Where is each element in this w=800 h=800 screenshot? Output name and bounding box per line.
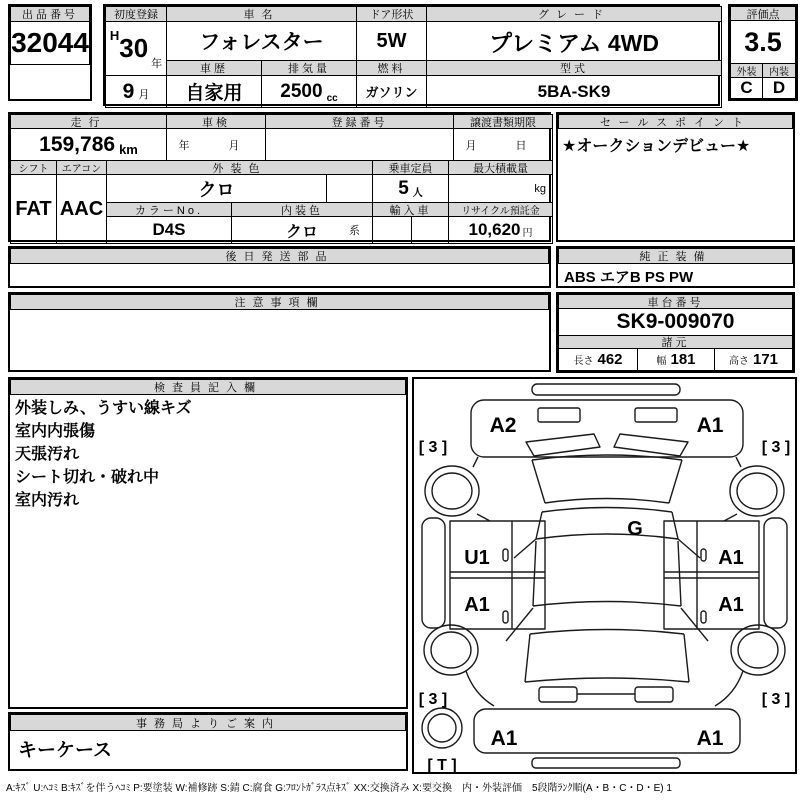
auction-number-value: 32044 bbox=[10, 21, 90, 65]
inspector-notes-list bbox=[15, 397, 192, 512]
c-pillar-right bbox=[681, 608, 708, 641]
spec-height-label: 高さ bbox=[728, 356, 749, 367]
diagram-label-rear-door-left: A1 bbox=[464, 594, 490, 616]
fuel-label: 燃料 bbox=[356, 60, 427, 76]
transfer-deadline-value: 月 日 bbox=[453, 128, 553, 161]
diagram-label-rear-bumper-left: A1 bbox=[490, 727, 518, 750]
door-handle-front-left bbox=[503, 549, 508, 561]
interior-grade-label: 内装 bbox=[762, 63, 796, 78]
oem-equipment-value: ABS エアB PS PW bbox=[564, 269, 694, 286]
later-parts-box bbox=[8, 246, 551, 288]
tail-light-right bbox=[635, 687, 673, 702]
month-unit: 月 bbox=[138, 89, 150, 101]
vehicle-spec-table bbox=[103, 4, 720, 106]
displacement-number: 2500 bbox=[280, 80, 323, 102]
chassis-number-value: SK9-009070 bbox=[558, 308, 793, 336]
diagram-label-front-bumper-right: A1 bbox=[696, 414, 724, 437]
office-notice-label: 事務局よりご案内 bbox=[10, 714, 406, 731]
recycle-deposit-label: リサイクル預託金 bbox=[448, 202, 553, 217]
cowl-arc-1 bbox=[545, 499, 669, 504]
grade-label: グレード bbox=[426, 6, 722, 22]
hatch-bottom bbox=[525, 678, 689, 682]
chassis-number-label: 車台番号 bbox=[558, 294, 793, 309]
year-value: 30 bbox=[119, 33, 149, 63]
transfer-deadline-label: 譲渡書類期限 bbox=[453, 114, 553, 129]
door-shape-value: 5W bbox=[356, 21, 427, 61]
diagram-label-front-fender-left: [ 3 ] bbox=[418, 439, 448, 456]
inspector-note-line: 外装しみ、うすい線キズ bbox=[15, 400, 192, 417]
headlight-right bbox=[614, 434, 688, 456]
rear-quarter-left bbox=[466, 671, 494, 706]
diagram-label-rear-bumper-right: A1 bbox=[696, 727, 724, 750]
exterior-color-label: 外装色 bbox=[106, 160, 373, 175]
side-sill-left bbox=[422, 518, 445, 628]
max-load-unit: kg bbox=[534, 182, 546, 195]
office-notice-box bbox=[8, 712, 408, 771]
month-value: 9 bbox=[122, 79, 135, 103]
interior-grade-value: D bbox=[762, 77, 796, 99]
spec-height-value: 171 bbox=[752, 351, 779, 368]
chassis-box bbox=[556, 292, 795, 373]
car-history-label: 車歴 bbox=[166, 60, 262, 76]
roof-side-left bbox=[533, 541, 536, 606]
shift-value: FAT bbox=[10, 174, 57, 244]
registration-number-label: 登録番号 bbox=[265, 114, 454, 129]
front-left-wheel-inner bbox=[432, 473, 472, 509]
score-value: 3.5 bbox=[730, 20, 796, 64]
specs-label: 諸元 bbox=[558, 335, 793, 349]
fender-join-lines bbox=[473, 457, 741, 521]
later-parts-label: 後日発送部品 bbox=[10, 248, 549, 264]
rear-trim-strip bbox=[532, 758, 680, 768]
diagram-label-front-door-left: U1 bbox=[464, 547, 490, 569]
capacity-unit: 人 bbox=[412, 188, 423, 199]
door-divider-right bbox=[664, 572, 759, 578]
first-registration-label: 初度登録 bbox=[105, 6, 167, 22]
front-grille-right bbox=[635, 408, 677, 422]
score-label: 評価点 bbox=[730, 6, 796, 21]
displacement-label: 排気量 bbox=[261, 60, 357, 76]
capacity-number: 5 bbox=[398, 177, 409, 199]
auction-number-box bbox=[8, 4, 92, 101]
aircon-label: エアコン bbox=[56, 160, 107, 175]
capacity-value bbox=[372, 174, 449, 203]
color-no-label: カラーNo. bbox=[106, 202, 232, 217]
interior-color-name: クロ bbox=[285, 223, 318, 241]
car-name-value: フォレスター bbox=[166, 21, 357, 61]
door-divider-left bbox=[450, 572, 545, 578]
model-code-label: 型式 bbox=[426, 60, 722, 76]
diagram-label-rear-fender-left: [ 3 ] bbox=[418, 691, 448, 708]
front-right-wheel-inner bbox=[737, 473, 777, 509]
door-handle-rear-right bbox=[701, 611, 706, 623]
era-code: H bbox=[109, 28, 120, 43]
office-notice-value: キーケース bbox=[18, 740, 113, 761]
imported-value-extra-cell bbox=[411, 216, 449, 244]
car-top-view-diagram bbox=[414, 379, 795, 772]
sales-point-value: ★オークションデビュー★ bbox=[562, 138, 751, 155]
shift-label: シフト bbox=[10, 160, 57, 175]
diagram-label-spare-tire: [ T ] bbox=[427, 757, 457, 772]
displacement-unit: cc bbox=[326, 93, 338, 104]
diagram-label-windshield: G bbox=[627, 518, 643, 540]
recycle-deposit-value bbox=[448, 216, 553, 244]
imported-value bbox=[372, 216, 412, 244]
c-pillar-left bbox=[506, 608, 533, 641]
inspector-notes-box bbox=[8, 377, 408, 709]
rear-window-bottom bbox=[530, 630, 684, 635]
rear-left-wheel-inner bbox=[431, 632, 471, 668]
inspector-notes-label: 検査員記入欄 bbox=[10, 379, 406, 395]
capacity-label: 乗車定員 bbox=[372, 160, 449, 175]
mileage-unit: km bbox=[119, 142, 138, 157]
diagram-label-front-door-right: A1 bbox=[718, 547, 744, 569]
registration-number-value bbox=[265, 128, 454, 161]
exterior-grade-value: C bbox=[730, 77, 763, 99]
rear-window-top bbox=[533, 602, 681, 607]
spec-width bbox=[637, 348, 715, 371]
interior-color-suffix: 系 bbox=[349, 225, 360, 237]
spec-width-value: 181 bbox=[670, 351, 696, 368]
hood-sides bbox=[532, 460, 682, 503]
inspector-note-line: 天張汚れ bbox=[15, 446, 80, 463]
max-load-value bbox=[448, 174, 553, 203]
grade-value: プレミアム 4WD bbox=[426, 21, 722, 61]
aircon-value: AAC bbox=[56, 174, 107, 244]
first-registration-month bbox=[105, 75, 167, 108]
door-shape-label: ドア形状 bbox=[356, 6, 427, 22]
displacement-value bbox=[261, 75, 357, 108]
roof-side-right bbox=[678, 541, 681, 606]
diagram-label-rear-door-right: A1 bbox=[718, 594, 744, 616]
fuel-value: ガソリン bbox=[356, 75, 427, 108]
color-no-value: D4S bbox=[106, 216, 232, 244]
headlight-left bbox=[526, 434, 600, 456]
auction-number-label: 出品番号 bbox=[10, 6, 90, 22]
legend-line: A:ｷｽﾞ U:ﾍｺﾐ B:ｷｽﾞを伴うﾍｺﾐ P:要塗装 W:補修跡 S:錆 C:腐食 G:ﾌﾛﾝﾄｶﾞﾗｽ点ｷｽﾞ XX:交換済み X:要交換 内・外装評価 5段階ﾗﾝｸ順(A・B・C・D・E) 1 bbox=[6, 783, 672, 794]
a-pillar-left bbox=[514, 539, 536, 558]
damage-diagram-box bbox=[412, 377, 797, 774]
car-history-value: 自家用 bbox=[166, 75, 262, 108]
spec-length-value: 462 bbox=[597, 351, 623, 368]
shaken-label: 車検 bbox=[166, 114, 266, 129]
interior-color-label: 内装色 bbox=[231, 202, 373, 217]
recycle-deposit-unit: 円 bbox=[522, 228, 533, 239]
front-grille-left bbox=[538, 408, 580, 422]
spare-tire-inner bbox=[428, 714, 456, 742]
diagram-label-rear-fender-right: [ 3 ] bbox=[761, 691, 791, 708]
exterior-grade-label: 外装 bbox=[730, 63, 763, 78]
oem-equipment-label: 純正装備 bbox=[558, 248, 793, 264]
mileage-value bbox=[10, 128, 167, 161]
exterior-color-extra-cell bbox=[326, 174, 373, 203]
shaken-value: 年 月 bbox=[166, 128, 266, 161]
front-trim-strip bbox=[532, 384, 680, 395]
sales-point-box bbox=[556, 112, 795, 242]
inspector-note-line: シート切れ・破れ中 bbox=[15, 469, 160, 486]
first-registration-year bbox=[105, 21, 167, 76]
windshield-bottom bbox=[536, 534, 678, 539]
exterior-color-value: クロ bbox=[106, 174, 327, 203]
sales-point-label: セールスポイント bbox=[558, 114, 793, 129]
spec-width-label: 幅 bbox=[656, 356, 667, 367]
rear-right-wheel-inner bbox=[738, 632, 778, 668]
door-handle-front-right bbox=[701, 549, 706, 561]
score-box bbox=[728, 4, 798, 101]
model-code-value: 5BA-SK9 bbox=[426, 75, 722, 108]
mileage-color-table bbox=[8, 112, 551, 242]
rear-quarter-right bbox=[715, 671, 743, 706]
oem-equipment-box bbox=[556, 246, 795, 288]
diagram-label-front-bumper-left: A2 bbox=[489, 414, 517, 437]
recycle-deposit-number: 10,620 bbox=[468, 220, 521, 239]
door-handle-rear-left bbox=[503, 611, 508, 623]
cowl-arc-2 bbox=[542, 508, 672, 513]
tail-light-left bbox=[539, 687, 577, 702]
inspector-note-line: 室内汚れ bbox=[15, 492, 80, 509]
spec-height bbox=[714, 348, 793, 371]
caution-box bbox=[8, 292, 551, 372]
imported-label: 輸入車 bbox=[372, 202, 449, 217]
year-unit: 年 bbox=[151, 58, 163, 70]
car-name-label: 車名 bbox=[166, 6, 357, 22]
inspector-note-line: 室内内張傷 bbox=[15, 423, 96, 440]
mileage-number: 159,786 bbox=[39, 132, 116, 156]
windshield-sides bbox=[536, 512, 678, 539]
hatch-sides bbox=[525, 634, 689, 682]
spec-length bbox=[558, 348, 638, 371]
mileage-label: 走行 bbox=[10, 114, 167, 129]
diagram-label-front-fender-right: [ 3 ] bbox=[761, 439, 791, 456]
max-load-label: 最大積載量 bbox=[448, 160, 553, 175]
caution-label: 注意事項欄 bbox=[10, 294, 549, 310]
side-sill-right bbox=[764, 518, 787, 628]
spec-length-label: 長さ bbox=[573, 356, 594, 367]
interior-color-value bbox=[231, 216, 373, 244]
